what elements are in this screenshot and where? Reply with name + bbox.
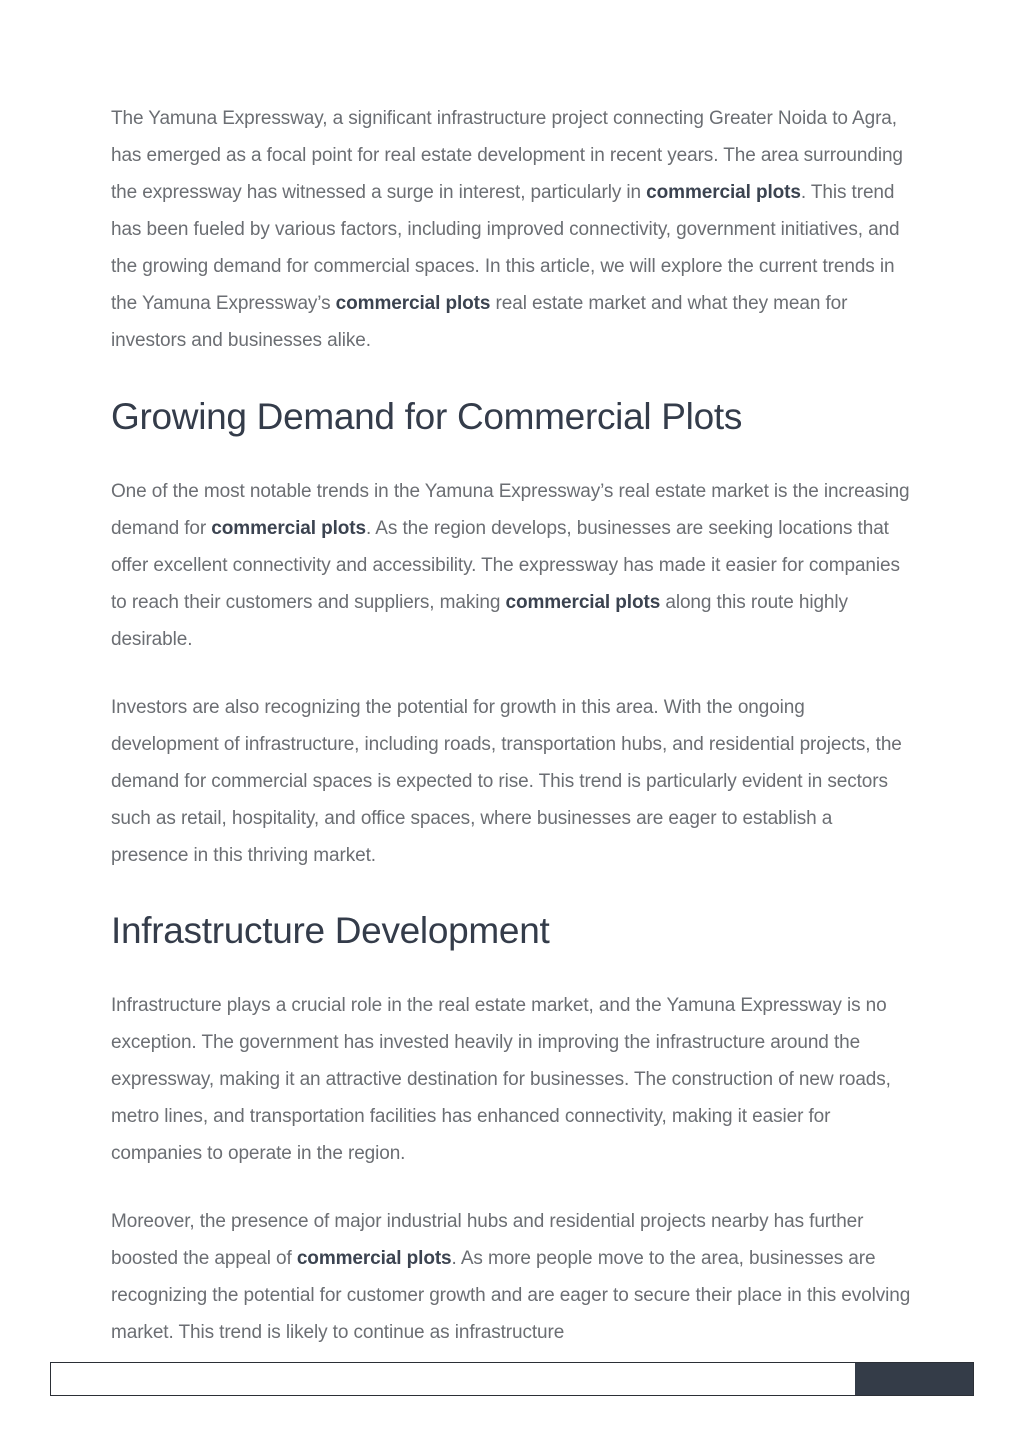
heading-growing-demand: Growing Demand for Commercial Plots (111, 396, 743, 437)
bold-keyword: commercial plots (646, 182, 801, 203)
text-run: . As more people move to the area, businesses are recognizing the potential for customer growth and are eager to secure their place in this evolving market. This trend is likely to continue as infrastructure (111, 1248, 911, 1343)
paragraph-demand-1 (111, 473, 913, 658)
paragraph-infrastructure-1 (111, 987, 913, 1172)
paragraph-infrastructure-2 (111, 1203, 913, 1351)
bold-keyword: commercial plots (335, 293, 491, 314)
text-run: along this route highly desirable. (111, 592, 848, 650)
text-run: One of the most notable trends in the Yamuna Expressway’s real estate market is the increasing demand for (111, 481, 910, 539)
bold-keyword: commercial plots (505, 592, 661, 613)
page-progress-fill (855, 1363, 973, 1395)
text-run: Infrastructure plays a crucial role in the real estate market, and the Yamuna Expressway is no exception. The government has invested heavily in improving the infrastructure around the expressway, making it an attractive destination for businesses. The construction of new roads, metro lines, and transportation facilities has enhanced connectivity, making it easier for companies to operate in the region. (111, 995, 891, 1164)
text-run: . As the region develops, businesses are seeking locations that offer excellent connectivity and accessibility. The expressway has made it easier for companies to reach their customers and suppliers, making (111, 518, 900, 613)
heading-infrastructure-development: Infrastructure Development (111, 910, 550, 951)
paragraph-demand-2 (111, 689, 913, 874)
text-run: real estate market and what they mean for investors and businesses alike. (111, 293, 848, 351)
bold-keyword: commercial plots (211, 518, 366, 539)
text-run: Moreover, the presence of major industrial hubs and residential projects nearby has further boosted the appeal of (111, 1211, 864, 1269)
article-body (111, 100, 913, 1343)
text-run: . This trend has been fueled by various factors, including improved connectivity, government initiatives, and the growing demand for commercial spaces. In this article, we will explore the current trends in the Yamuna Expressway’s (111, 182, 900, 314)
page-progress-bar (50, 1362, 974, 1396)
bold-keyword: commercial plots (296, 1248, 452, 1269)
text-run: The Yamuna Expressway, a significant infrastructure project connecting Greater Noida to Agra, has emerged as a focal point for real estate development in recent years. The area surrounding the expressway has witnessed a surge in interest, particularly in (111, 108, 903, 203)
intro-paragraph (111, 100, 913, 359)
text-run: Investors are also recognizing the potential for growth in this area. With the ongoing development of infrastructure, including roads, transportation hubs, and residential projects, the demand for commercial spaces is expected to rise. This trend is particularly evident in sectors such as retail, hospitality, and office spaces, where businesses are eager to establish a presence in this thriving market. (111, 697, 902, 866)
